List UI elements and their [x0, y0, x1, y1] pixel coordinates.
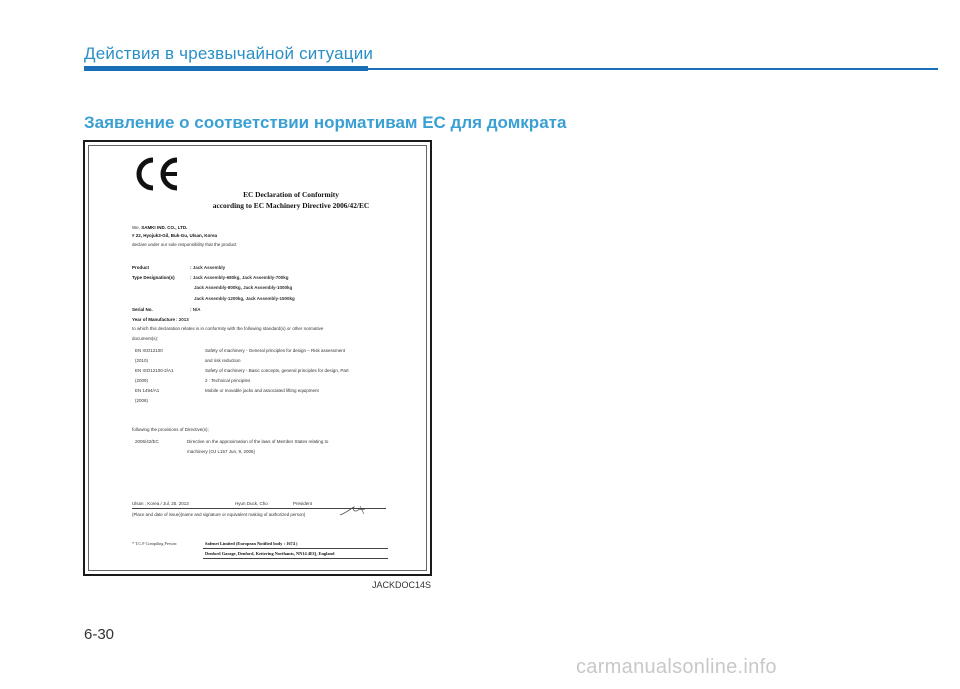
- provisions-line: following the provisions of Directive(s);: [132, 427, 209, 432]
- directive-code: 2006/42/EC: [135, 439, 159, 444]
- standard-code-5: (2008): [135, 398, 149, 403]
- year-label: Year of Manufacture: [132, 317, 176, 322]
- standard-code-0: EN ISO12100: [135, 348, 163, 353]
- type-line-2: Jack Assembly-800kg, Jack Assembly-1000kg: [194, 285, 293, 290]
- standard-code-2: EN ISO12100-2/A1: [135, 368, 174, 373]
- directive-desc-2: machinery (OJ L157 Jun, 9, 2006): [187, 449, 256, 454]
- product-label: Product: [132, 265, 150, 270]
- declaration-document: [88, 145, 427, 571]
- chapter-title: Действия в чрезвычайной ситуации: [84, 44, 374, 63]
- place-date: Ulsan , Korea / Jul. 25. 2013: [132, 501, 189, 506]
- conformity-line-1: to which this declaration relates is in conformity with the following standard(s) or other normative: [132, 326, 324, 331]
- signature-mark: [338, 504, 368, 518]
- standard-code-4: EN 1494/A1: [135, 388, 160, 393]
- product-value: : Jack Assembly: [190, 265, 226, 270]
- place-caption: (Place and date of issue)(name and signature or equivalent making of authorized person): [132, 512, 306, 517]
- tcf-line-2: Denford Garage, Denford, Kettering Northants, NN14 4EQ, England: [205, 551, 335, 556]
- serial-label: Serial No.: [132, 307, 153, 312]
- type-label: Type Designation(s): [132, 275, 175, 280]
- serial-value: : N/A: [190, 307, 201, 312]
- company-name: SAMKI IND. CO., LTD.: [141, 225, 188, 230]
- standard-desc-3: 2 : Technical principles: [205, 378, 251, 383]
- declaration-figure: [83, 140, 432, 576]
- signer-name: Hyun Duck, Cho: [235, 501, 268, 506]
- directive-desc-1: Directive on the approximation of the laws of Member States relating to: [187, 439, 329, 444]
- declaration-subtitle: according to EC Machinery Directive 2006/42/EC: [212, 201, 370, 210]
- tcf-label: * T.C.F Compiling Person:: [132, 541, 178, 546]
- ce-mark-icon: [133, 156, 183, 192]
- we-line: We, SAMKI IND. CO., LTD.: [132, 225, 188, 230]
- declaration-title: EC Declaration of Conformity: [243, 190, 339, 199]
- tcf-line-1: Safenet Limited (European Notified body : 1674 ): [205, 541, 298, 546]
- standard-desc-1: and risk reduction: [205, 358, 241, 363]
- signer-position: President: [293, 501, 313, 506]
- standard-desc-4: Mobile or movable jacks and associated lifting equipment: [205, 388, 319, 393]
- declare-line: declare under our sole responsibility that the product: [132, 242, 237, 247]
- page-number: 6-30: [84, 626, 115, 643]
- standard-desc-2: Safety of machinery - Basic concepts, general principles for design, Part: [205, 368, 349, 373]
- standard-code-1: (2010): [135, 358, 149, 363]
- header-bar-thin: [368, 68, 938, 70]
- year-value: : 2013: [176, 317, 189, 322]
- signature-underline: [132, 508, 386, 509]
- type-line-3: Jack Assembly-1200kg, Jack Assembly-1500kg: [194, 296, 295, 301]
- section-title: Заявление о соответствии нормативам ЕС для домкрата: [84, 113, 567, 132]
- standard-desc-0: Safety of machinery - General principles for design – Risk assessment: [205, 348, 346, 353]
- tcf-underline-1: [203, 548, 388, 549]
- standard-code-3: (2009): [135, 378, 149, 383]
- company-address: # 22, Hyojuk3-Gil, Buk-Gu, Ulsan, Korea: [132, 233, 218, 238]
- header-bar-thick: [84, 66, 368, 71]
- conformity-line-2: document(s):: [132, 336, 159, 341]
- type-line-1: : Jack Assembly-680kg, Jack Assembly-700kg: [190, 275, 289, 280]
- watermark: carmanualsonline.info: [576, 656, 777, 678]
- figure-code: JACKDOC14S: [372, 580, 432, 590]
- tcf-underline-2: [203, 558, 388, 559]
